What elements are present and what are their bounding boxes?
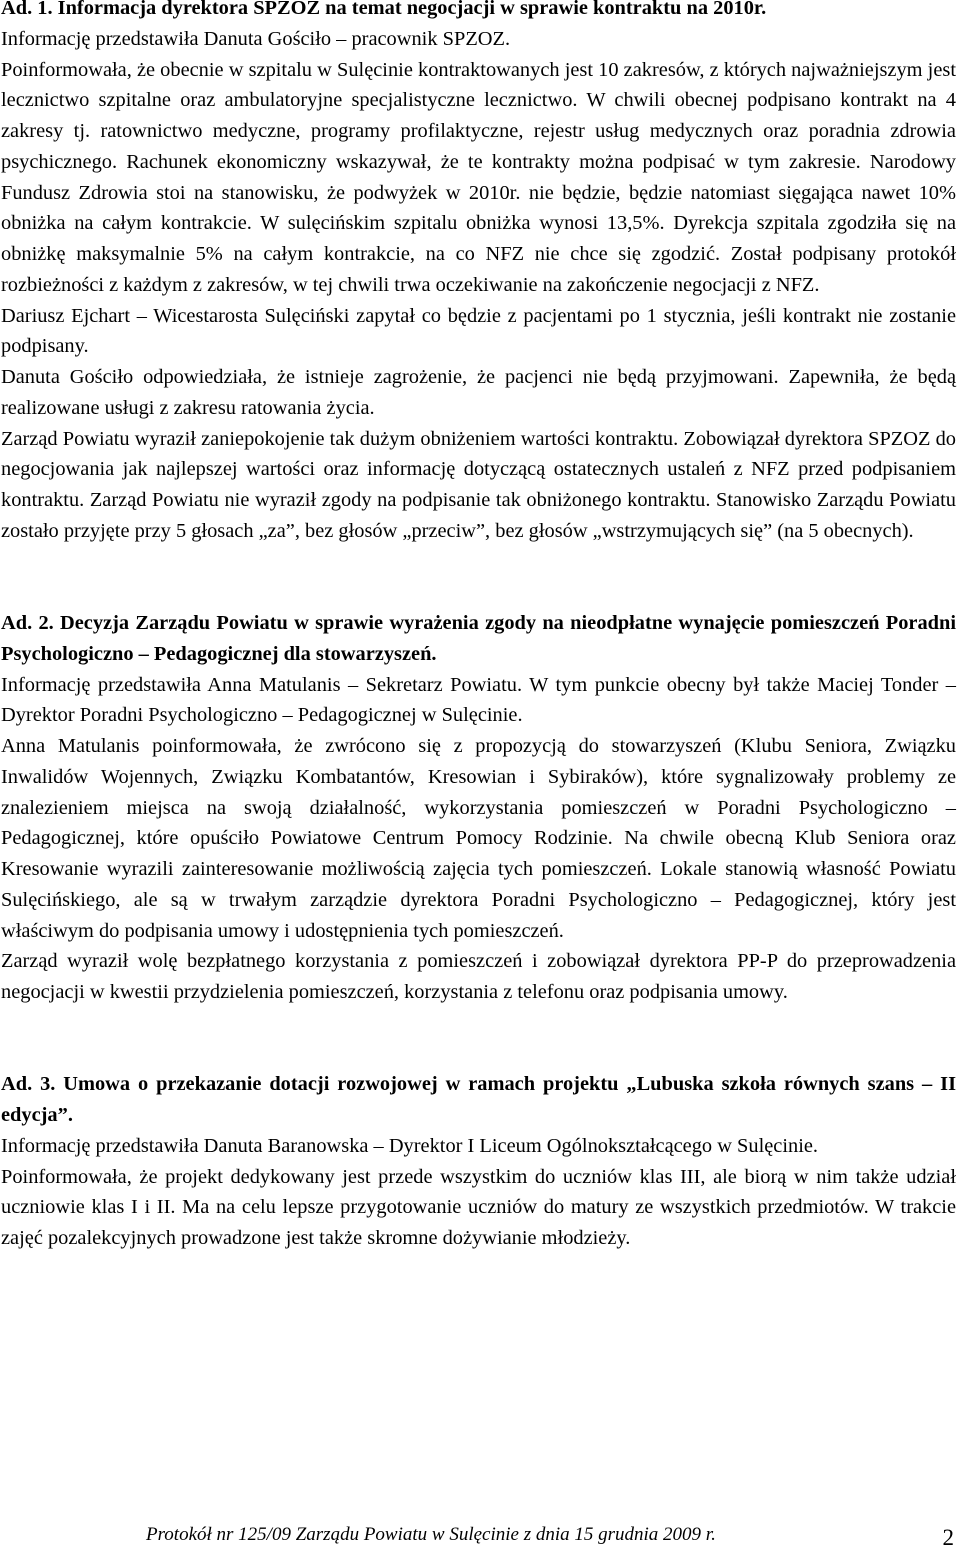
paragraph: Anna Matulanis poinformowała, że zwrócono się z propozycją do stowarzyszeń (Klubu Seniora, Związku Inwalidów Wojennych, Związku Kombatantów, Kresowian i Sybiraków), które sygnalizowały problemy ze znalezieniem miejsca na swoją działalność, wykorzystania pomieszczeń w Poradni Psychologiczno – Pedagogicznej, które opuściło Powiatowe Centrum Pomocy Rodzinie. Na chwile obecną Klub Seniora oraz Kresowanie wyrazili zainteresowanie możliwością zajęcia tych pomieszczeń. Lokale stanowią własność Powiatu Sulęcińskiego, ale są w trwałym zarządzie dyrektora Poradni Psychologiczno – Pedagogicznej, który jest właściwym do podpisania umowy i udostępnienia tych pomieszczeń. — [1, 735, 956, 942]
page-footer — [0, 1520, 958, 1550]
section-heading: Ad. 2. Decyzja Zarządu Powiatu w sprawie wyrażenia zgody na nieodpłatne wynajęcie pomieszczeń Poradni Psychologiczno – Pedagogicznej dla stowarzyszeń. — [1, 612, 956, 665]
paragraph: Danuta Gościło odpowiedziała, że istnieje zagrożenie, że pacjenci nie będą przyjmowani. Zapewniła, że będą realizowane usługi z zakresu ratowania życia. — [1, 366, 956, 419]
section-heading: Ad. 1. Informacja dyrektora SPZOZ na temat negocjacji w sprawie kontraktu na 2010r. — [1, 0, 767, 19]
section-ad-2 — [1, 608, 956, 1008]
section-ad-3 — [1, 1069, 956, 1254]
paragraph: Informację przedstawiła Danuta Baranowska – Dyrektor I Liceum Ogólnokształcącego w Sulęcinie. — [1, 1134, 819, 1157]
paragraph: Zarząd wyraził wolę bezpłatnego korzystania z pomieszczeń i zobowiązał dyrektora PP-P do przeprowadzenia negocjacji w kwestii przydzielenia pomieszczeń, korzystania z telefonu oraz podpisania umowy. — [1, 950, 956, 1003]
paragraph: Poinformowała, że projekt dedykowany jest przede wszystkim do uczniów klas III, ale biorą w nim także udział uczniowie klas I i II. Ma na celu lepsze przygotowanie uczniów do matury ze wszystkich przedmiotów. W trakcie zajęć pozalekcyjnych prowadzone jest także skromne dożywianie młodzieży. — [1, 1165, 956, 1249]
section-spacer — [1, 547, 956, 609]
section-ad-1 — [1, 0, 956, 547]
paragraph: Zarząd Powiatu wyraził zaniepokojenie tak dużym obniżeniem wartości kontraktu. Zobowiązał dyrektora SPZOZ do negocjowania jak najlepszej wartości oraz informację dotyczącą ostatecznych ustaleń z NFZ przed podpisaniem kontraktu. Zarząd Powiatu nie wyraził zgody na podpisanie tak obniżonego kontraktu. Stanowisko Zarządu Powiatu zostało przyjęte przy 5 głosach „za”, bez głosów „przeciw”, bez głosów „wstrzymujących się” (na 5 obecnych). — [1, 427, 956, 542]
paragraph: Poinformowała, że obecnie w szpitalu w Sulęcinie kontraktowanych jest 10 zakresów, z których najważniejszym jest lecznictwo szpitalne oraz ambulatoryjne specjalistyczne lecznictwo. W chwili obecnej podpisano kontrakt na 4 zakresy tj. ratownictwo medyczne, programy profilaktyczne, rejestr usług medycznych oraz poradnia zdrowia psychicznego. Rachunek ekonomiczny wskazywał, że te kontrakty można podpisać w tym zakresie. Narodowy Fundusz Zdrowia stoi na stanowisku, że podwyżek w 2010r. nie będzie, będzie natomiast sięgająca nawet 10% obniżka na całym kontrakcie. W sulęcińskim szpitalu obniżka wynosi 13,5%. Dyrekcja szpitala zgodziła się na obniżkę maksymalnie 5% na całym kontrakcie, na co NFZ nie chce się zgodzić. Został podpisany protokół rozbieżności z każdym z zakresów, w tej chwili trwa oczekiwanie na zakończenie negocjacji z NFZ. — [1, 58, 956, 296]
document-body — [1, 0, 956, 1254]
section-heading: Ad. 3. Umowa o przekazanie dotacji rozwojowej w ramach projektu „Lubuska szkoła równych szans – II edycja”. — [1, 1073, 956, 1126]
page-number: 2 — [942, 1525, 954, 1550]
paragraph: Informację przedstawiła Danuta Gościło – pracownik SPZOZ. — [1, 27, 511, 50]
paragraph: Dariusz Ejchart – Wicestarosta Sulęciński zapytał co będzie z pacjentami po 1 stycznia, jeśli kontrakt nie zostanie podpisany. — [1, 304, 956, 358]
footer-text: Protokół nr 125/09 Zarządu Powiatu w Sulęcinie z dnia 15 grudnia 2009 r. — [146, 1524, 716, 1545]
paragraph: Informację przedstawiła Anna Matulanis – Sekretarz Powiatu. W tym punkcie obecny był także Maciej Tonder – Dyrektor Poradni Psychologiczno – Pedagogicznej w Sulęcinie. — [1, 673, 956, 727]
section-spacer — [1, 1008, 956, 1070]
